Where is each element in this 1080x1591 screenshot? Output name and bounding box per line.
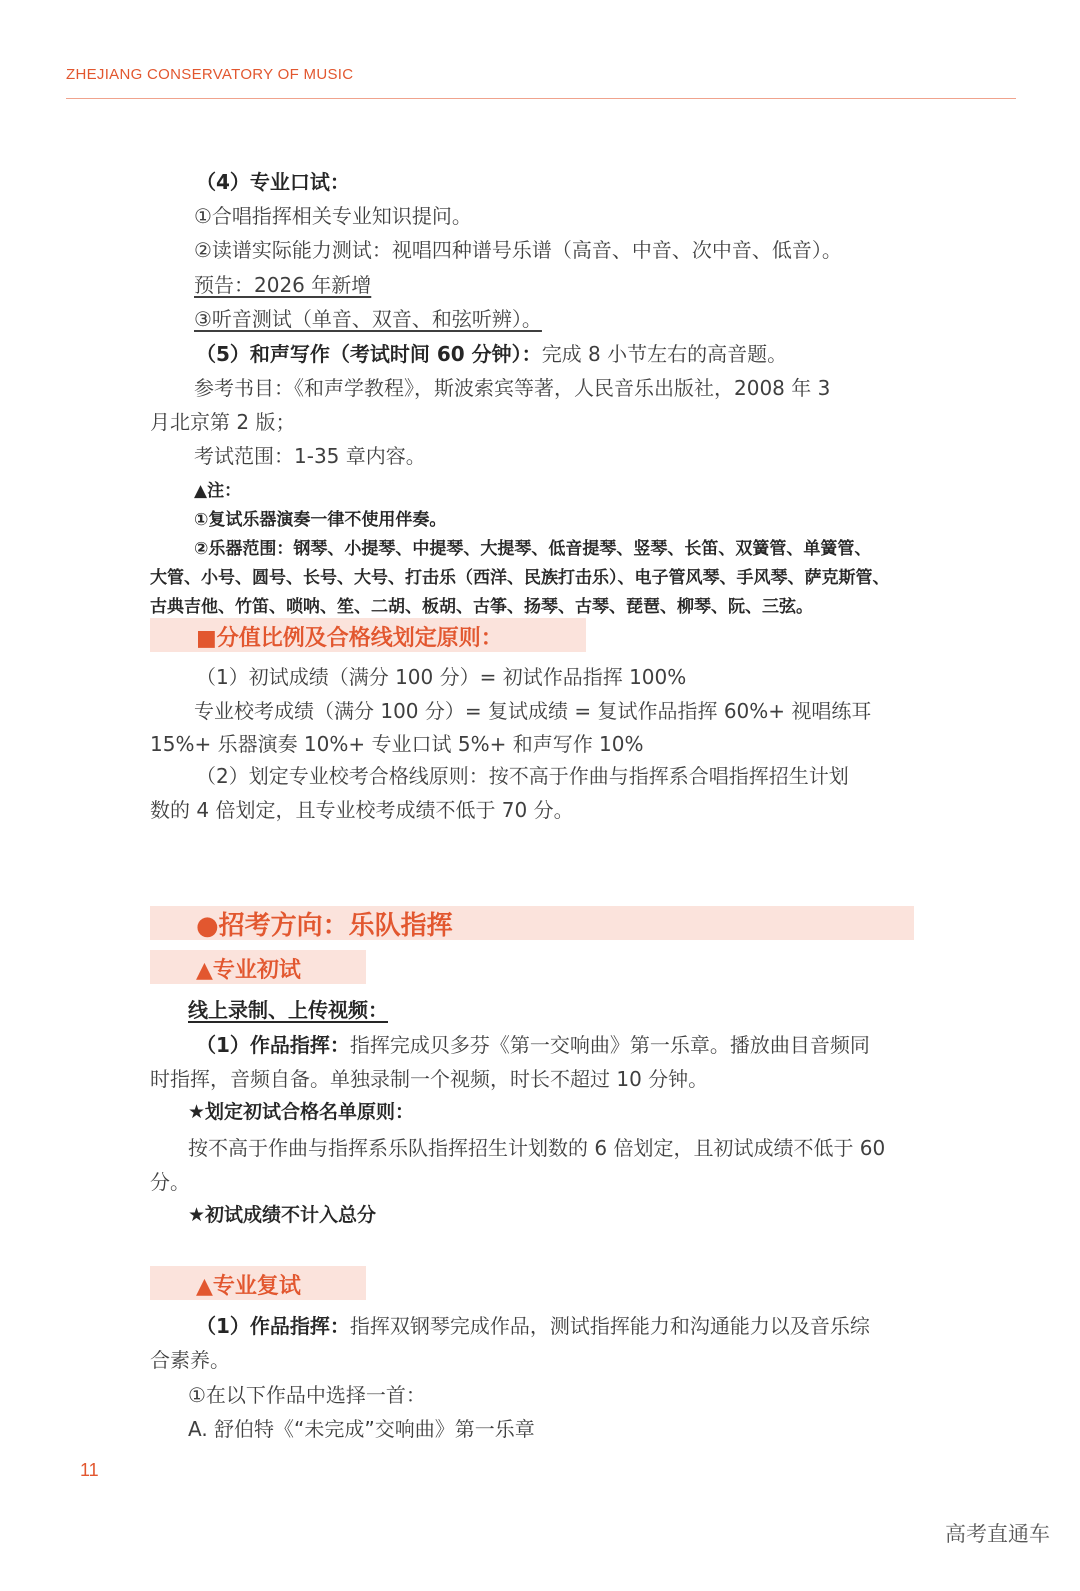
header-divider	[66, 98, 1016, 99]
score-line-1: （1）初试成绩（满分 100 分）= 初试作品指挥 100%	[196, 665, 687, 689]
prelim-work-line-2: 时指挥，音频自备。单独录制一个视频，时长不超过 10 分钟。	[150, 1067, 709, 1091]
final-work-line-1: 指挥双钢琴完成作品，测试指挥能力和沟通能力以及音乐综	[349, 1314, 870, 1338]
harmony-reference-line-1: 参考书目：《和声学教程》，斯波索宾等著，人民音乐出版社，2008 年 3	[194, 376, 831, 400]
prelim-rule-line-2: 分。	[150, 1170, 190, 1194]
final-option-a: A. 舒伯特《“未完成”交响曲》第一乐章	[188, 1417, 535, 1441]
prelim-work-label: （1）作品指挥：	[196, 1033, 350, 1057]
notes-item-2-line-2: 大管、小号、圆号、长号、大号、打击乐（西洋、民族打击乐）、电子管风琴、手风琴、萨克斯管、	[150, 568, 890, 588]
harmony-scope: 考试范围：1-35 章内容。	[194, 444, 426, 468]
prelim-title: ▲专业初试	[196, 958, 301, 983]
score-line-5: 数的 4 倍划定，且专业校考成绩不低于 70 分。	[150, 798, 574, 822]
oral-item-2: ②读谱实际能力测试：视唱四种谱号乐谱（高音、中音、次中音、低音）。	[194, 238, 842, 262]
score-line-2: 专业校考成绩（满分 100 分）= 复试成绩 = 复试作品指挥 60%+ 视唱练耳	[194, 699, 872, 723]
prelim-no-total: ★初试成绩不计入总分	[188, 1204, 377, 1226]
prelim-rule-line-1: 按不高于作曲与指挥系乐队指挥招生计划数的 6 倍划定，且初试成绩不低于 60	[188, 1136, 886, 1160]
page-number: 11	[80, 1460, 99, 1480]
prelim-work-line-1: 指挥完成贝多芬《第一交响曲》第一乐章。播放曲目音频同	[349, 1033, 870, 1057]
notes-title: ▲注：	[194, 481, 242, 501]
final-work-row	[196, 1310, 870, 1339]
final-work-label: （1）作品指挥：	[196, 1314, 350, 1338]
notes-item-2-line-1: ②乐器范围：钢琴、小提琴、中提琴、大提琴、低音提琴、竖琴、长笛、双簧管、单簧管、	[194, 539, 872, 559]
final-choose: ①在以下作品中选择一首：	[188, 1383, 426, 1407]
prelim-work-row	[196, 1029, 870, 1058]
notes-item-2-line-3: 古典吉他、竹笛、唢呐、笙、二胡、板胡、古筝、扬琴、古琴、琵琶、柳琴、阮、三弦。	[150, 597, 813, 617]
oral-heading: （4）专业口试：	[196, 170, 350, 194]
oral-notice: 预告：2026 年新增	[194, 273, 372, 297]
prelim-upload-heading: 线上录制、上传视频：	[188, 998, 388, 1022]
oral-item-3: ③听音测试（单音、双音、和弦听辨）。	[194, 307, 542, 331]
direction-title: ●招考方向：乐队指挥	[196, 911, 453, 941]
harmony-heading: （5）和声写作（考试时间 60 分钟）：	[196, 342, 542, 366]
prelim-rule-title: ★划定初试合格名单原则：	[188, 1101, 415, 1123]
harmony-reference-line-2: 月北京第 2 版；	[150, 410, 296, 434]
harmony-heading-row	[196, 338, 787, 367]
oral-item-1: ①合唱指挥相关专业知识提问。	[194, 204, 472, 228]
final-work-line-2: 合素养。	[150, 1348, 230, 1372]
score-section-title: ■分值比例及合格线划定原则：	[196, 626, 503, 651]
final-title: ▲专业复试	[196, 1274, 301, 1299]
header-title: ZHEJIANG CONSERVATORY OF MUSIC	[66, 66, 354, 83]
score-line-3: 15%+ 乐器演奏 10%+ 专业口试 5%+ 和声写作 10%	[150, 732, 644, 756]
watermark: 高考直通车	[945, 1522, 1050, 1546]
score-line-4: （2）划定专业校考合格线原则：按不高于作曲与指挥系合唱指挥招生计划	[196, 764, 849, 788]
harmony-heading-rest: 完成 8 小节左右的高音题。	[541, 342, 788, 366]
notes-item-1: ①复试乐器演奏一律不使用伴奏。	[194, 510, 447, 530]
